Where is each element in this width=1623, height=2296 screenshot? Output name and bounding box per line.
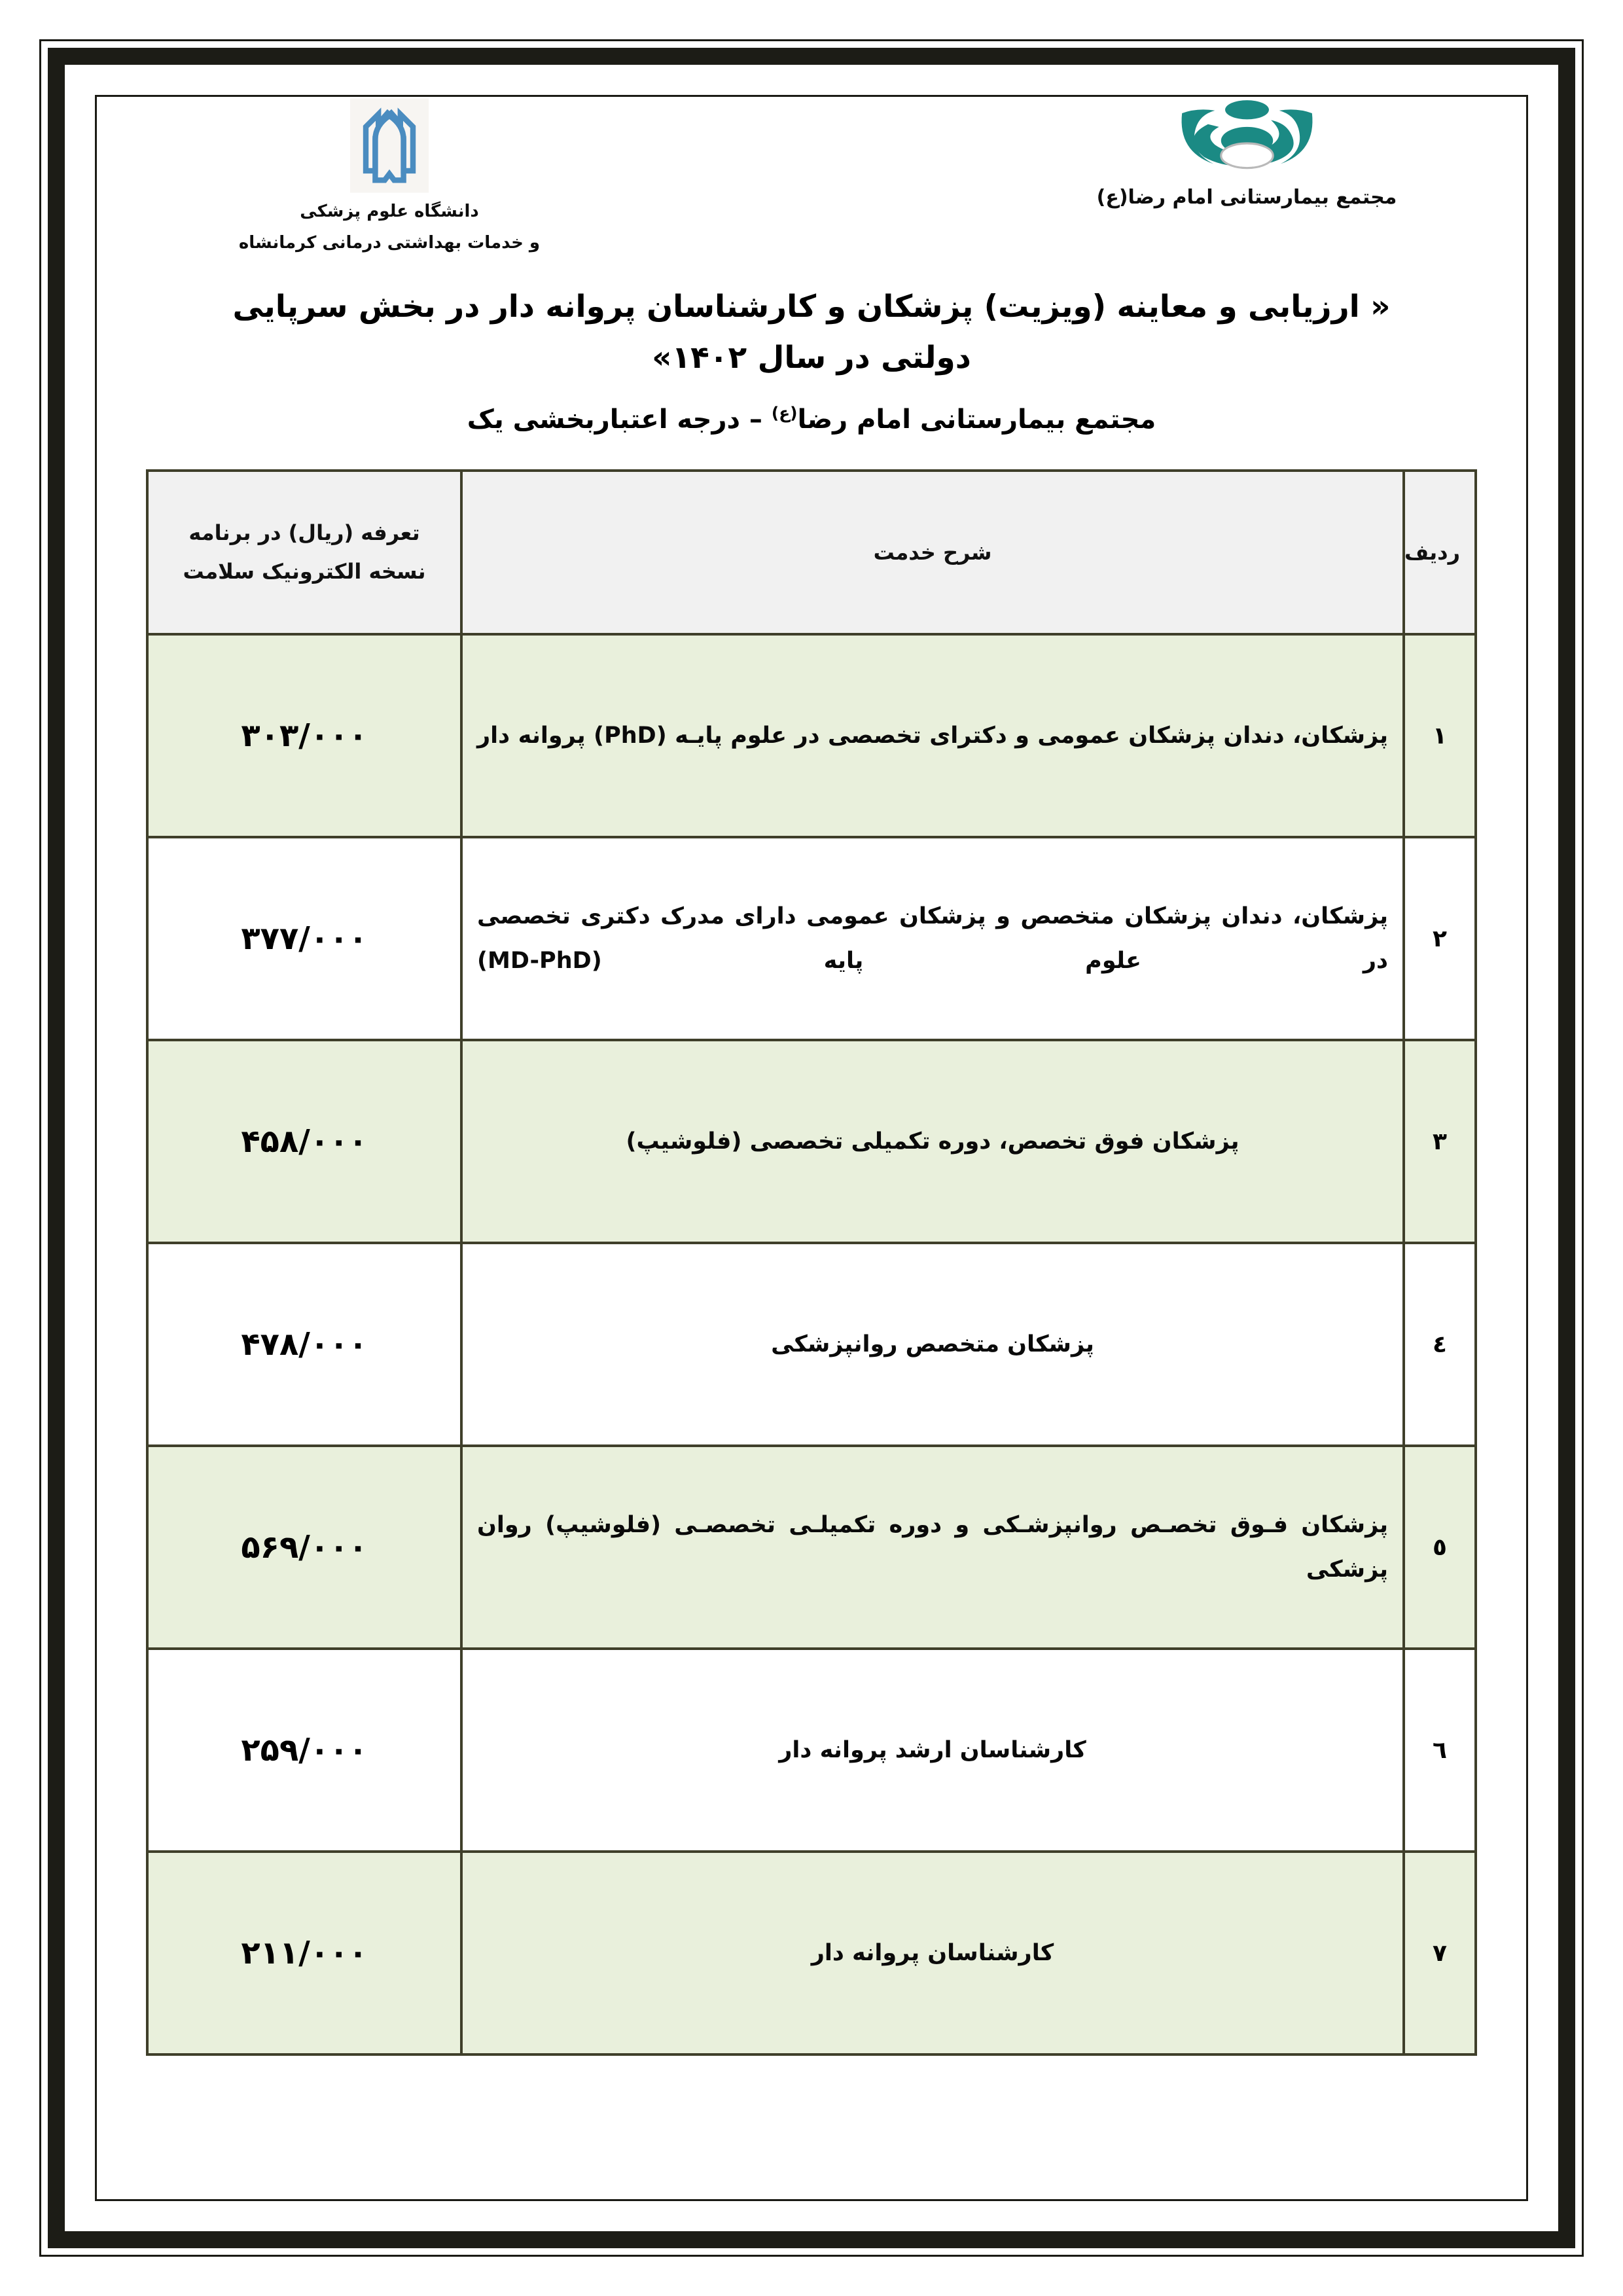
cell-service-description: پزشکان متخصص روانپزشکی xyxy=(461,1243,1404,1446)
cell-service-description: پزشکان فـوق تخصـص روانپزشـکی و دوره تکمیلـی تخصصـی (فلوشیپ) روان پزشکی xyxy=(461,1446,1404,1649)
university-name-line2: و خدمات بهداشتی درمانی کرمانشاه xyxy=(238,233,541,253)
subtitle-prefix: مجتمع بیمارستانی امام رضا xyxy=(797,404,1156,435)
table-row xyxy=(147,1040,1476,1243)
cell-tariff-price: ۳۰۳/۰۰۰ xyxy=(147,634,461,837)
hospital-emblem-icon xyxy=(1167,98,1327,173)
table-body xyxy=(147,634,1476,2054)
subtitle-suffix: – درجه اعتباربخشی یک xyxy=(467,404,772,435)
table-row xyxy=(147,837,1476,1040)
cell-row-number: ۲ xyxy=(1404,837,1476,1040)
university-logo-block xyxy=(180,98,599,257)
cell-tariff-price: ۴۵۸/۰۰۰ xyxy=(147,1040,461,1243)
subtitle-honorific: (ع) xyxy=(771,403,798,423)
cell-row-number: ٤ xyxy=(1404,1243,1476,1446)
cell-service-description: کارشناسان پروانه دار xyxy=(461,1852,1404,2054)
document-page xyxy=(79,79,1544,2217)
cell-tariff-price: ۲۵۹/۰۰۰ xyxy=(147,1649,461,1852)
university-name-line1: دانشگاه علوم پزشکی xyxy=(300,202,479,221)
cell-tariff-price: ۲۱۱/۰۰۰ xyxy=(147,1852,461,2054)
cell-tariff-price: ۴۷۸/۰۰۰ xyxy=(147,1243,461,1446)
column-header-description: شرح خدمت xyxy=(461,471,1404,634)
table-header-row xyxy=(147,471,1476,634)
page-title: « ارزیابی و معاینه (ویزیت) پزشکان و کارشناسان پروانه دار در بخش سرپایی دولتی در سال ۱۴۰۲» xyxy=(232,289,1391,376)
table-row xyxy=(147,1243,1476,1446)
tariff-table-wrapper xyxy=(141,469,1482,2056)
tariff-table xyxy=(146,469,1477,2056)
cell-row-number: ٥ xyxy=(1404,1446,1476,1649)
column-header-row-no: ردیف xyxy=(1404,471,1476,634)
cell-tariff-price: ۳۷۷/۰۰۰ xyxy=(147,837,461,1040)
cell-service-description: پزشکان فوق تخصص، دوره تکمیلی تخصصی (فلوشیپ) xyxy=(461,1040,1404,1243)
table-row xyxy=(147,1649,1476,1852)
cell-service-description: پزشکان، دندان پزشکان عمومی و دکترای تخصصی در علوم پایـه (PhD) پروانه دار xyxy=(461,634,1404,837)
column-header-price: تعرفه (ریال) در برنامه نسخه الکترونیک سلامت xyxy=(147,471,461,634)
cell-service-description: پزشکان، دندان پزشکان متخصص و پزشکان عمومی دارای مدرک دکتری تخصصی در علوم پایه (MD-PhD) xyxy=(461,837,1404,1040)
title-section xyxy=(141,281,1482,439)
hospital-name: مجتمع بیمارستانی امام رضا(ع) xyxy=(1096,186,1397,209)
table-row xyxy=(147,634,1476,837)
table-row xyxy=(147,1446,1476,1649)
table-row xyxy=(147,1852,1476,2054)
table-head xyxy=(147,471,1476,634)
cell-row-number: ٦ xyxy=(1404,1649,1476,1852)
cell-row-number: ۳ xyxy=(1404,1040,1476,1243)
document-header xyxy=(141,92,1482,262)
cell-service-description: کارشناسان ارشد پروانه دار xyxy=(461,1649,1404,1852)
cell-row-number: ٧ xyxy=(1404,1852,1476,2054)
cell-row-number: ۱ xyxy=(1404,634,1476,837)
hospital-logo-block xyxy=(1037,98,1456,213)
cell-tariff-price: ۵۶۹/۰۰۰ xyxy=(147,1446,461,1649)
university-emblem-icon xyxy=(350,98,429,193)
page-subtitle xyxy=(141,400,1482,439)
